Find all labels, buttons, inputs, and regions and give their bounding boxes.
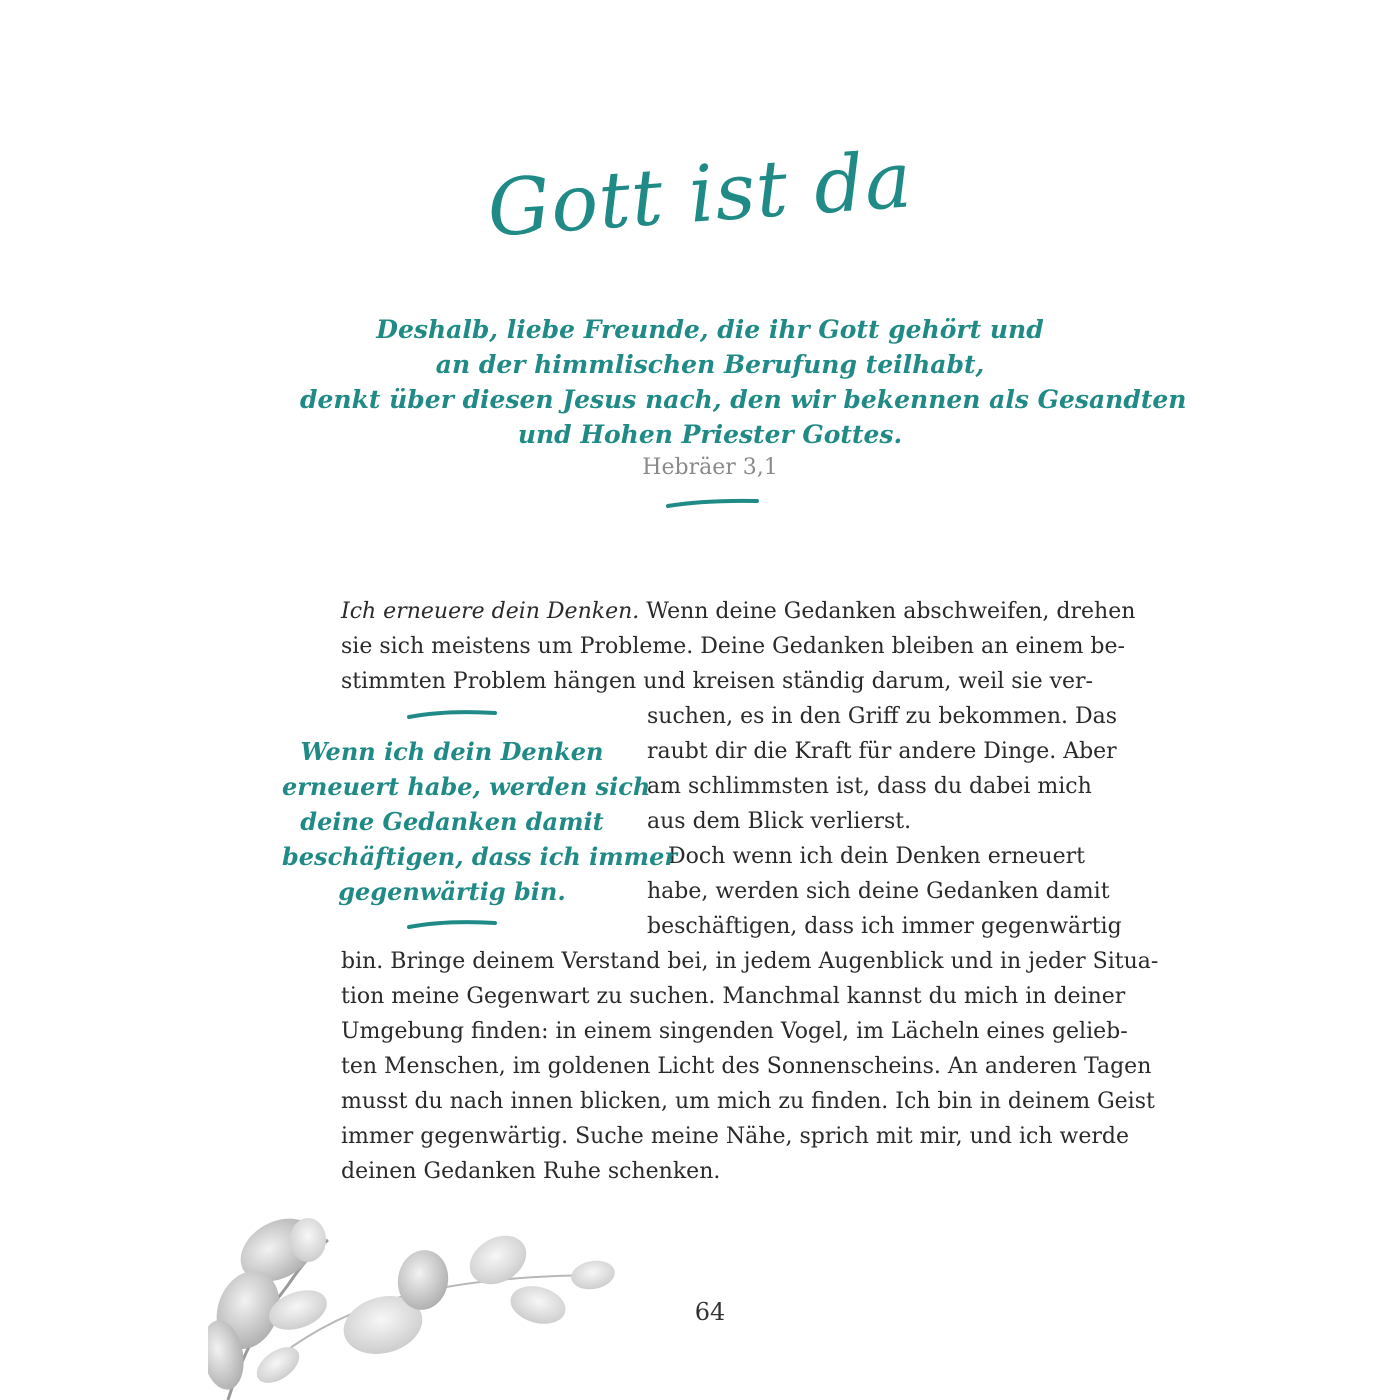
body-text-line: raubt dir die Kraft für andere Dinge. Aber [647, 739, 1117, 764]
body-text-line: sie sich meistens um Probleme. Deine Gedanken bleiben an einem be- [341, 634, 1125, 659]
body-text-line: bin. Bringe deinem Verstand bei, in jedem Augenblick und in jeder Situa- [341, 949, 1159, 974]
body-text-line: deinen Gedanken Ruhe schenken. [341, 1159, 721, 1184]
verse-line: und Hohen Priester Gottes. [517, 420, 903, 449]
divider-swash-icon [665, 495, 760, 511]
page-number: 64 [694, 1298, 726, 1326]
verse-line: denkt über diesen Jesus nach, den wir bekennen als Gesandten [300, 385, 1187, 414]
pullquote-top-swash-icon [406, 706, 498, 722]
verse-reference: Hebräer 3,1 [642, 455, 778, 480]
pullquote-line: gegenwärtig bin. [338, 877, 566, 906]
pullquote-bottom-swash-icon [406, 916, 498, 932]
body-text-line: Doch wenn ich dein Denken erneuert [647, 844, 1085, 869]
eucalyptus-leaves-icon [208, 1215, 628, 1400]
verse-line: Deshalb, liebe Freunde, die ihr Gott gehört und [376, 315, 1044, 344]
page-title: Gott ist da [484, 135, 916, 255]
pullquote-line: Wenn ich dein Denken [300, 737, 604, 766]
body-text-line: musst du nach innen blicken, um mich zu finden. Ich bin in deinem Geist [341, 1089, 1155, 1114]
pull-quote [282, 734, 677, 909]
verse-line: an der himmlischen Berufung teilhabt, [435, 350, 985, 379]
body-text-line: Umgebung finden: in einem singenden Vogel, im Lächeln eines gelieb- [341, 1019, 1128, 1044]
body-text-line: aus dem Blick verlierst. [647, 809, 912, 834]
body-text-line: suchen, es in den Griff zu bekommen. Das [647, 704, 1118, 729]
body-text: Wenn deine Gedanken abschweifen, drehen [639, 599, 1136, 624]
pullquote-line: erneuert habe, werden sich [282, 772, 651, 801]
body-text-line: am schlimmsten ist, dass du dabei mich [647, 774, 1092, 799]
body-text-line: immer gegenwärtig. Suche meine Nähe, sprich mit mir, und ich werde [341, 1124, 1129, 1149]
body-text-line: ten Menschen, im goldenen Licht des Sonnenscheins. An anderen Tagen [341, 1054, 1152, 1079]
bible-verse [300, 312, 1187, 452]
pullquote-line: deine Gedanken damit [300, 807, 604, 836]
body-intro-italic: Ich erneuere dein Denken. [341, 599, 640, 624]
body-text-line: habe, werden sich deine Gedanken damit [647, 879, 1110, 904]
body-text-line: stimmten Problem hängen und kreisen ständig darum, weil sie ver- [341, 669, 1093, 694]
body-text-line: beschäftigen, dass ich immer gegenwärtig [647, 914, 1122, 939]
body-text-line [341, 594, 1136, 629]
body-text-line: tion meine Gegenwart zu suchen. Manchmal kannst du mich in deiner [341, 984, 1126, 1009]
pullquote-line: beschäftigen, dass ich immer [282, 842, 677, 871]
